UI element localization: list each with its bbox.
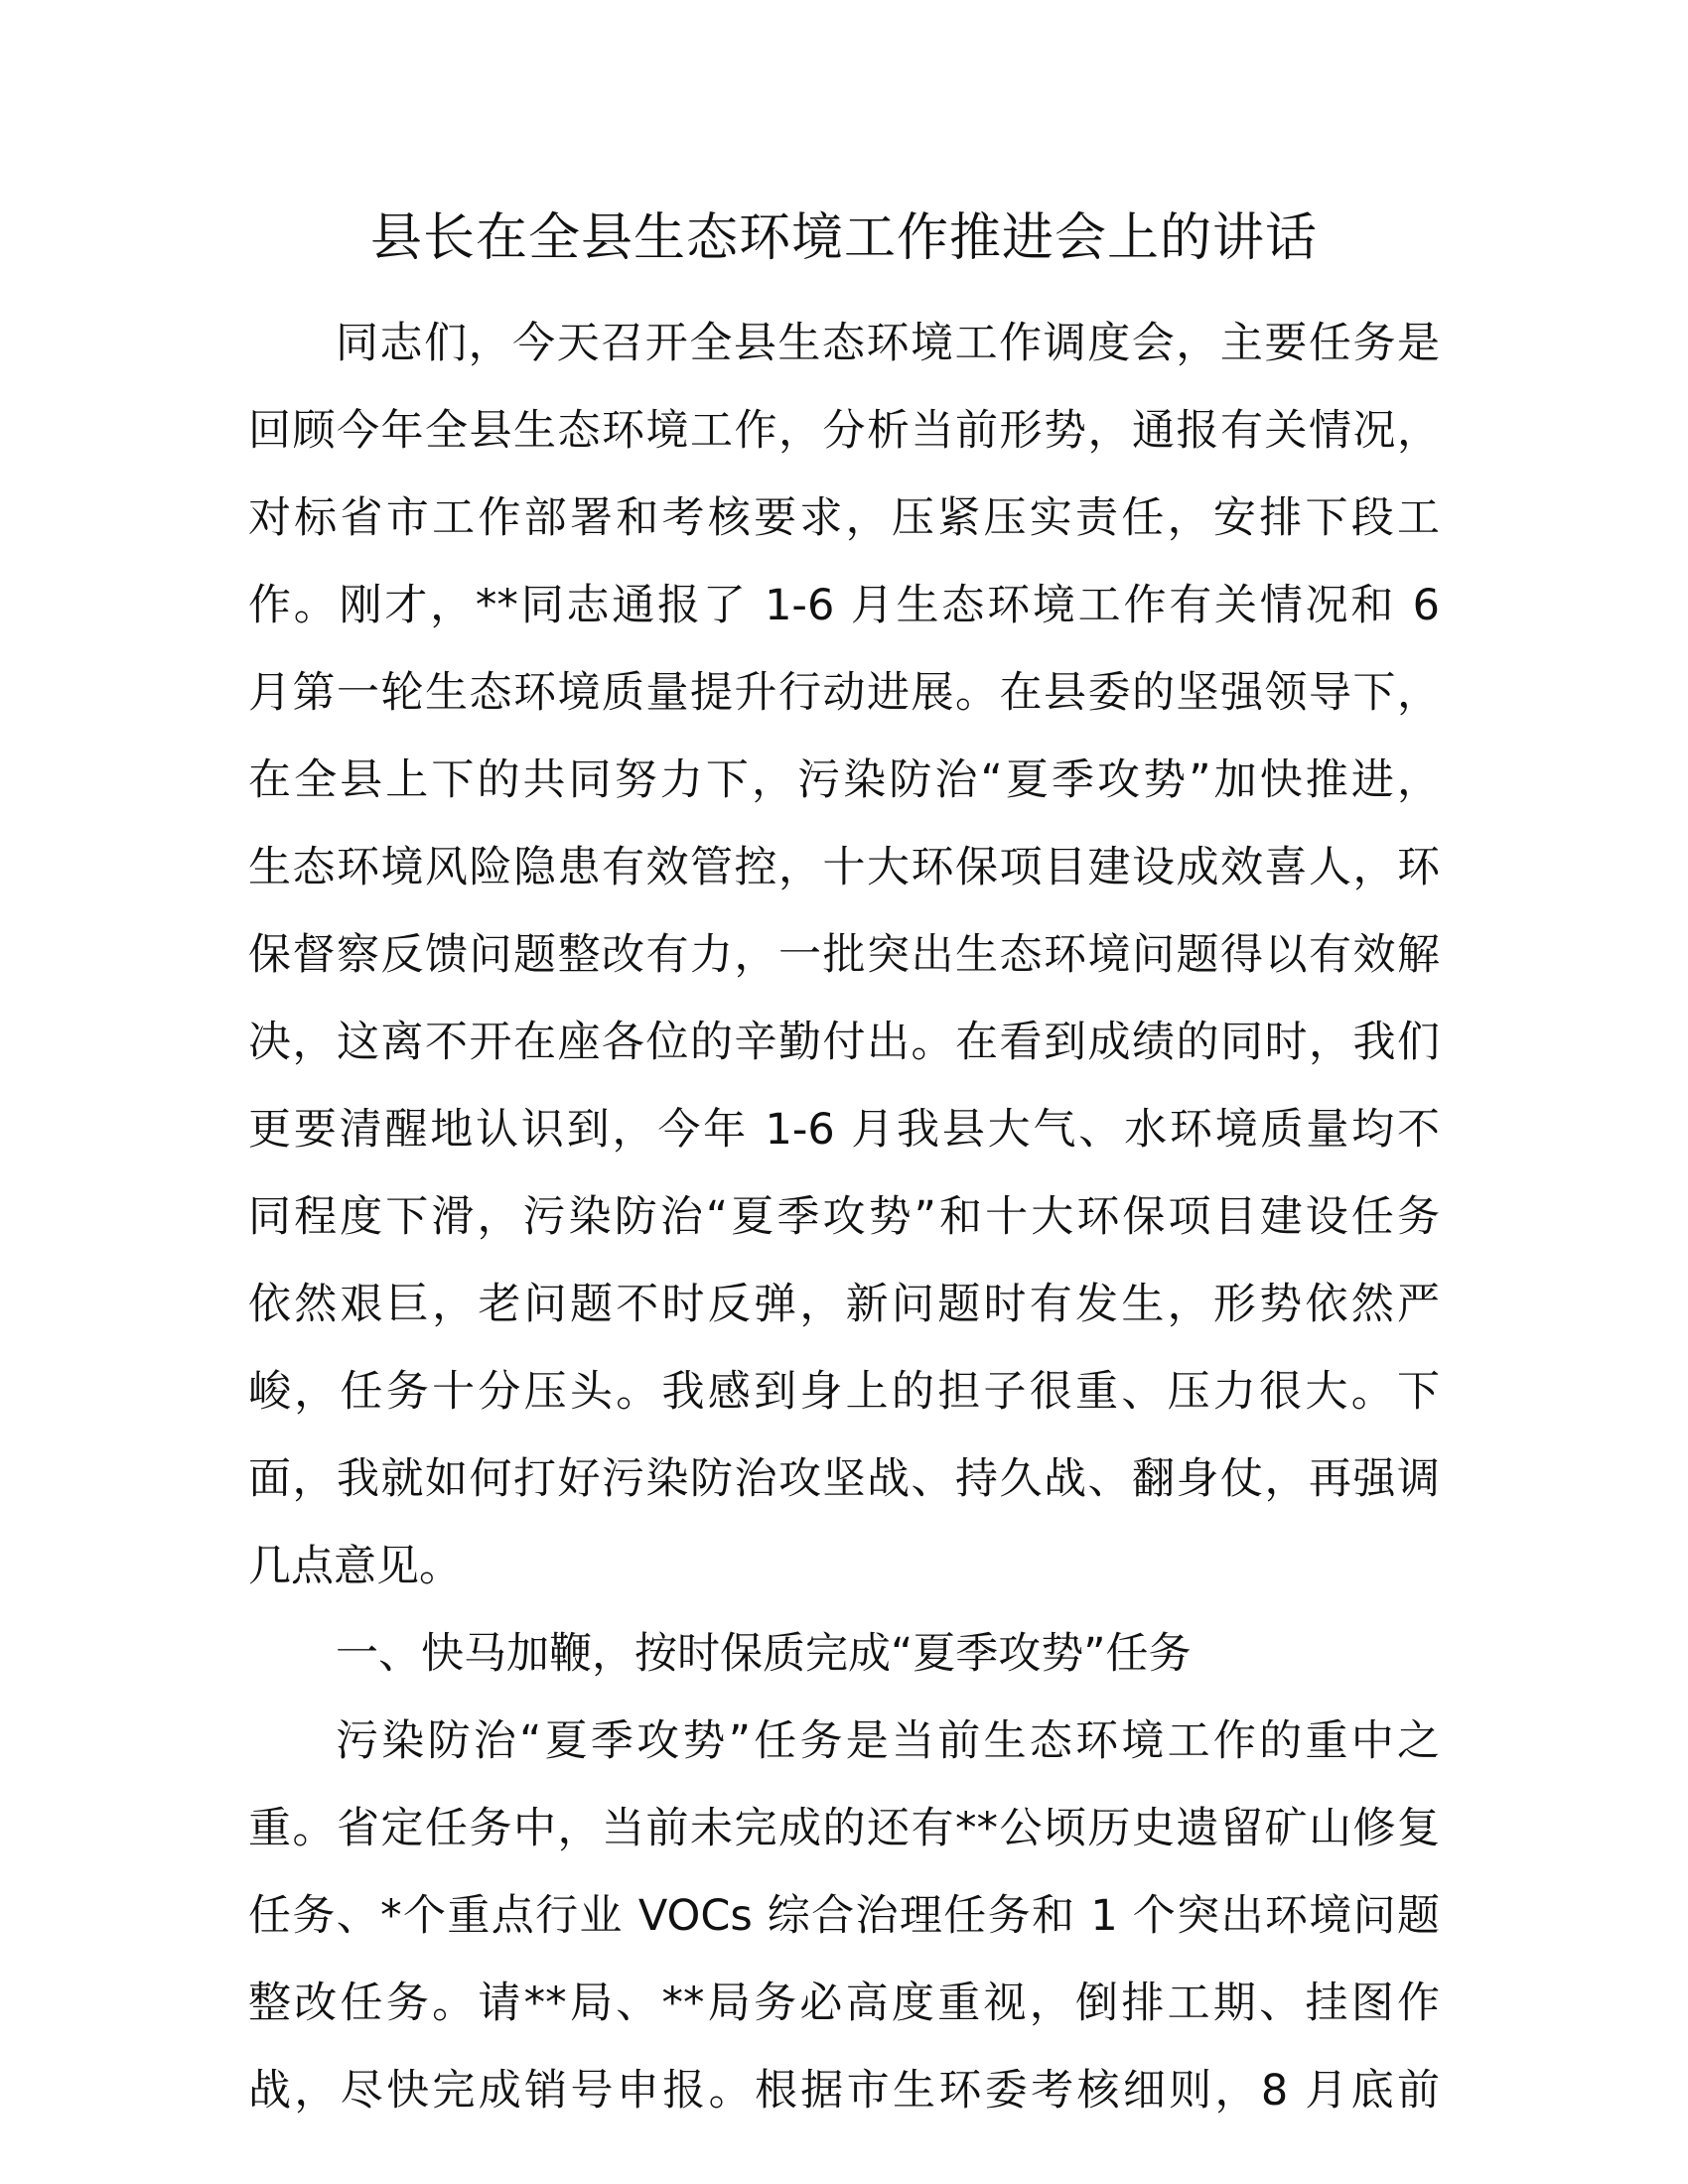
paragraph-line: 保督察反馈问题整改有力，一批突出生态环境问题得以有效解 — [248, 930, 1440, 980]
paragraph-line: 依然艰巨，老问题不时反弹，新问题时有发生，形势依然严 — [248, 1280, 1440, 1329]
section-heading: 一、快马加鞭，按时保质完成“夏季攻势”任务 — [336, 1629, 1192, 1679]
paragraph-line: 重。省定任务中，当前未完成的还有**公顷历史遗留矿山修复 — [248, 1804, 1440, 1853]
paragraph-line: 整改任务。请**局、**局务必高度重视，倒排工期、挂图作 — [248, 1979, 1440, 2028]
paragraph-line: 战，尽快完成销号申报。根据市生环委考核细则，8 月底前 — [248, 2066, 1440, 2116]
paragraph-line: 回顾今年全县生态环境工作，分析当前形势，通报有关情况， — [248, 406, 1440, 456]
paragraph-line: 任务、*个重点行业 VOCs 综合治理任务和 1 个突出环境问题 — [248, 1891, 1440, 1941]
paragraph-line: 几点意见。 — [248, 1542, 462, 1591]
paragraph-line: 月第一轮生态环境质量提升行动进展。在县委的坚强领导下， — [248, 668, 1440, 718]
paragraph-line: 峻，任务十分压头。我感到身上的担子很重、压力很大。下 — [248, 1367, 1440, 1417]
paragraph-line: 同程度下滑，污染防治“夏季攻势”和十大环保项目建设任务 — [248, 1192, 1440, 1242]
paragraph-line: 生态环境风险隐患有效管控，十大环保项目建设成效喜人，环 — [248, 843, 1440, 892]
paragraph-line: 污染防治“夏季攻势”任务是当前生态环境工作的重中之 — [336, 1716, 1440, 1766]
document-title: 县长在全县生态环境工作推进会上的讲话 — [369, 208, 1318, 268]
paragraph-line: 在全县上下的共同努力下，污染防治“夏季攻势”加快推进， — [248, 755, 1440, 805]
paragraph-line: 作。刚才，**同志通报了 1-6 月生态环境工作有关情况和 6 — [248, 581, 1440, 630]
paragraph-line: 同志们，今天召开全县生态环境工作调度会，主要任务是 — [336, 319, 1440, 368]
document-body — [248, 300, 1440, 2134]
paragraph-line: 决，这离不开在座各位的辛勤付出。在看到成绩的同时，我们 — [248, 1018, 1440, 1067]
paragraph-line: 面，我就如何打好污染防治攻坚战、持久战、翻身仗，再强调 — [248, 1454, 1440, 1504]
paragraph-line: 对标省市工作部署和考核要求，压紧压实责任，安排下段工 — [248, 493, 1440, 543]
paragraph-line: 更要清醒地认识到，今年 1-6 月我县大气、水环境质量均不 — [248, 1105, 1440, 1155]
